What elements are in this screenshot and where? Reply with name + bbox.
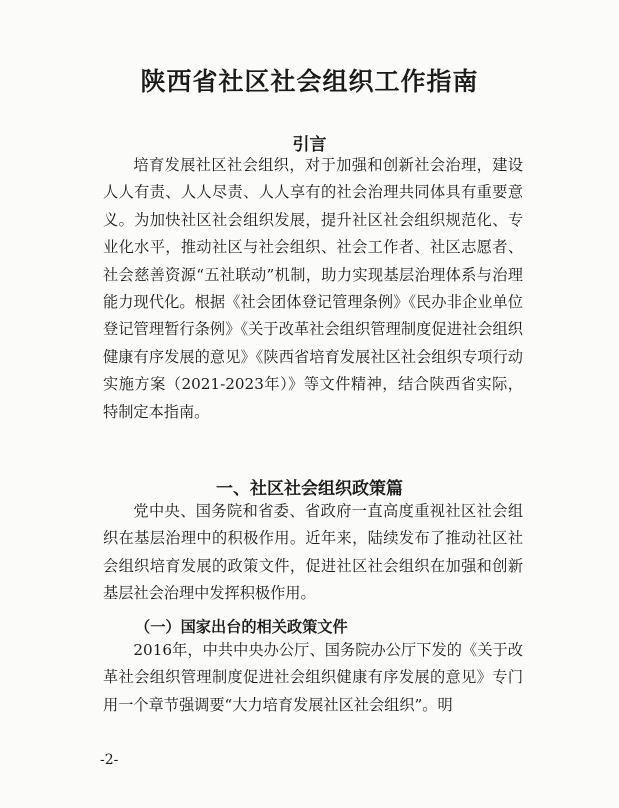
subsection-heading-national: （一）国家出台的相关政策文件 — [135, 618, 348, 636]
document-title: 陕西省社区社会组织工作指南 — [140, 67, 479, 96]
section-heading-policy: 一、社区社会组织政策篇 — [216, 479, 403, 499]
subsection-paragraph-national: 2016年，中共中央办公厅、国务院办公厅下发的《关于改革社会组织管理制度促进社会组织健康有序发展的意见》专门用一个章节强调要“大力培育发展社区社会组织”。明 — [103, 641, 523, 714]
intro-heading: 引言 — [292, 135, 327, 155]
page-number: -2- — [100, 752, 119, 768]
section-paragraph-policy: 党中央、国务院和省委、省政府一直高度重视社区社会组织在基层治理中的积极作用。近年来，陆续发布了推动社区社会组织培育发展的政策文件，促进社区社会组织在加强和创新基层社会治理中发挥积极作用。 — [103, 502, 523, 603]
intro-paragraph: 培育发展社区社会组织，对于加强和创新社会治理，建设人人有责、人人尽责、人人享有的社会治理共同体具有重要意义。为加快社区社会组织发展，提升社区社会组织规范化、专业化水平，推动社区与社会组织、社会工作者、社区志愿者、社会慈善资源“五社联动”机制，助力实现基层治理体系与治理能力现代化。根据《社会团体登记管理条例》《民办非企业单位登记管理暂行条例》《关于改革社会组织管理制度促进社会组织健康有序发展的意见》《陕西省培育发展社区社会组织专项行动实施方案（2021-2023年）》等文件精神，结合陕西省实际，特制定本指南。 — [103, 156, 523, 421]
